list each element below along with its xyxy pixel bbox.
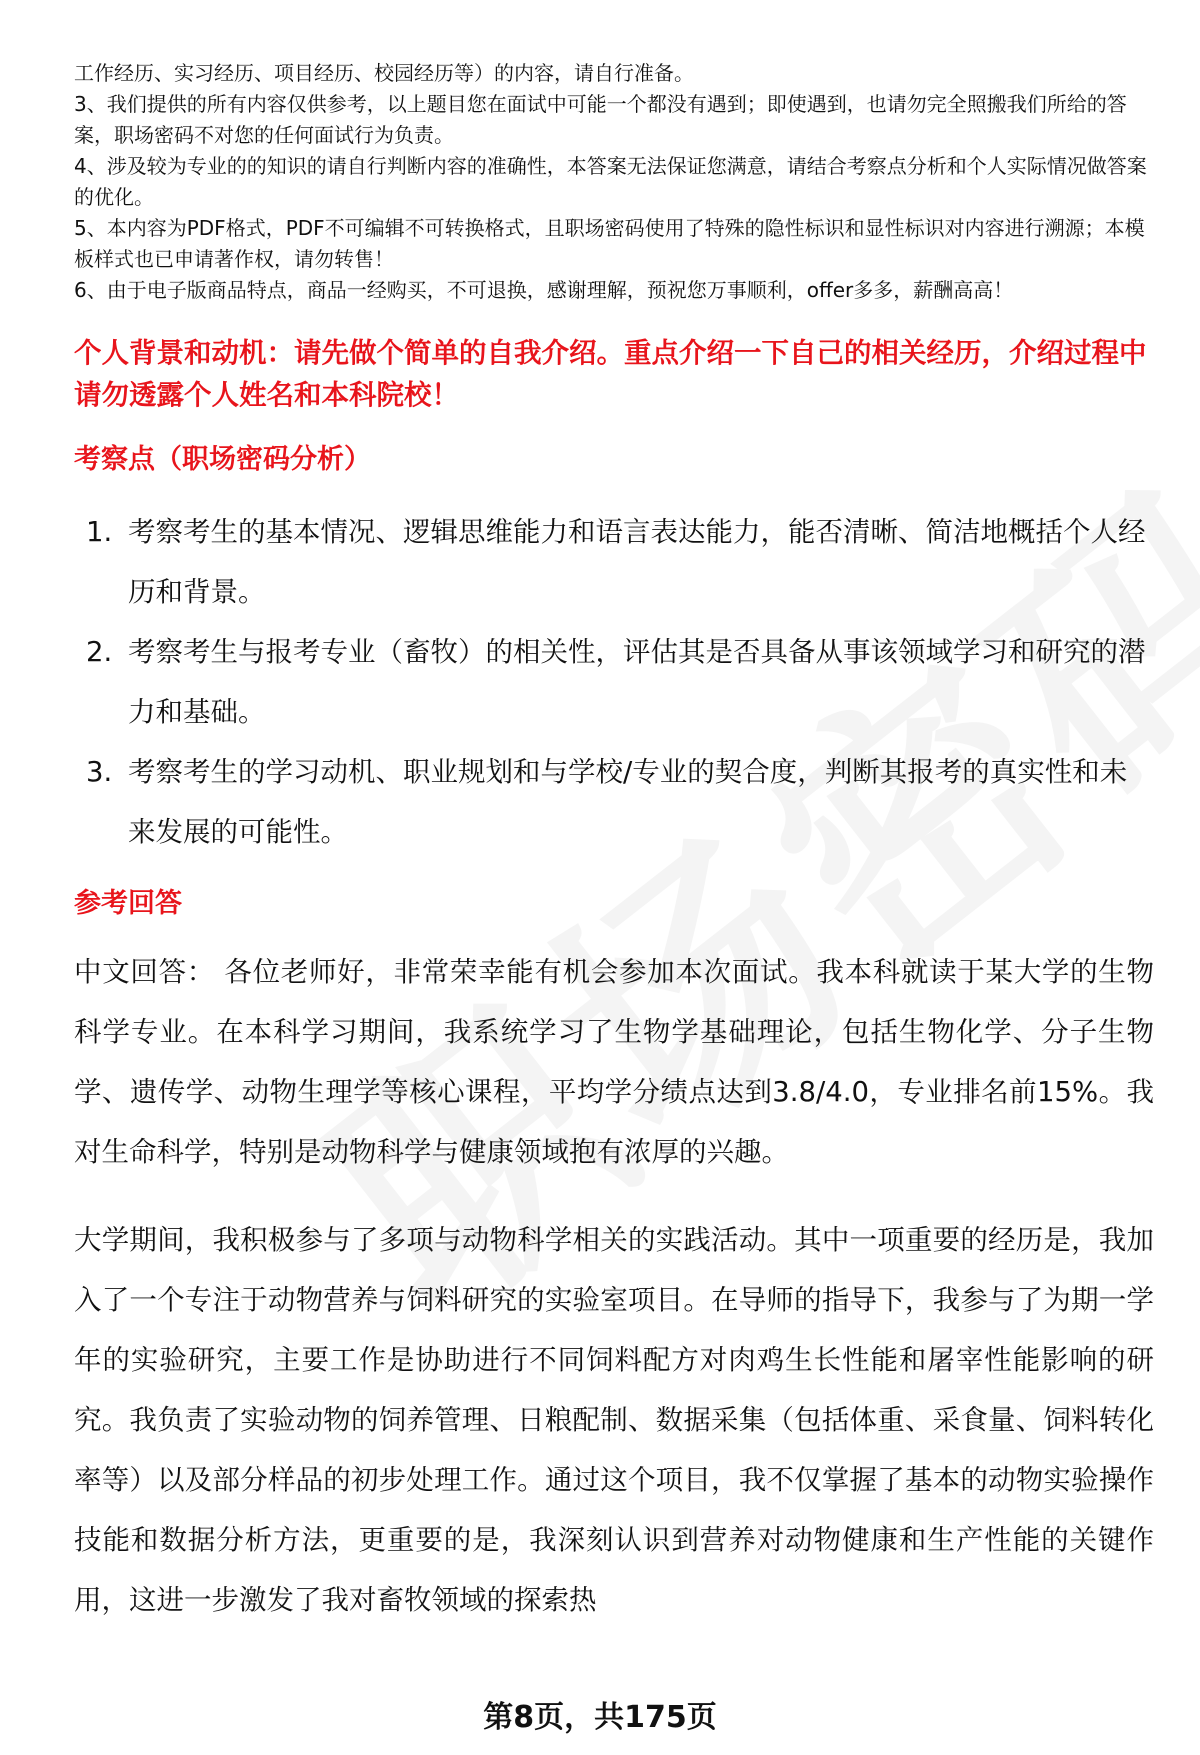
note-line: 3、我们提供的所有内容仅供参考，以上题目您在面试中可能一个都没有遇到；即使遇到，也请勿完全照搬我们所给的答案，职场密码不对您的任何面试行为负责。: [74, 92, 1127, 147]
analysis-point: [74, 622, 1154, 742]
answer-paragraph: 大学期间，我积极参与了多项与动物科学相关的实践活动。其中一项重要的经历是，我加入了一个专注于动物营养与饲料研究的实验室项目。在导师的指导下，我参与了为期一学年的实验研究，主要工作是协助进行不同饲料配方对肉鸡生长性能和屠宰性能影响的研究。我负责了实验动物的饲养管理、日粮配制、数据采集（包括体重、采食量、饲料转化率等）以及部分样品的初步处理工作。通过这个项目，我不仅掌握了基本的动物实验操作技能和数据分析方法，更重要的是，我深刻认识到营养对动物健康和生产性能的关键作用，这进一步激发了我对畜牧领域的探索热: [74, 1224, 1154, 1616]
analysis-points: [74, 502, 1154, 862]
point-number: 3.: [86, 756, 113, 788]
analysis-point: [74, 742, 1154, 862]
page-content: [74, 58, 1154, 1630]
question-title: 个人背景和动机：请先做个简单的自我介绍。重点介绍一下自己的相关经历，介绍过程中请勿透露个人姓名和本科院校！: [74, 337, 1147, 411]
point-text: 考察考生的基本情况、逻辑思维能力和语言表达能力，能否清晰、简洁地概括个人经历和背景。: [128, 516, 1146, 608]
point-number: 1.: [86, 516, 113, 548]
analysis-heading: 考察点（职场密码分析）: [74, 444, 371, 475]
answer-paragraph: 中文回答： 各位老师好，非常荣幸能有机会参加本次面试。我本科就读于某大学的生物科学专业。在本科学习期间，我系统学习了生物学基础理论，包括生物化学、分子生物学、遗传学、动物生理学等核心课程，平均学分绩点达到3.8/4.0，专业排名前15%。我对生命科学，特别是动物科学与健康领域抱有浓厚的兴趣。: [74, 956, 1154, 1168]
point-text: 考察考生的学习动机、职业规划和与学校/专业的契合度，判断其报考的真实性和未来发展的可能性。: [128, 756, 1128, 848]
page-number: 第8页，共175页: [483, 1700, 717, 1735]
note-line: 4、涉及较为专业的的知识的请自行判断内容的准确性，本答案无法保证您满意，请结合考察点分析和个人实际情况做答案的优化。: [74, 154, 1147, 209]
point-text: 考察考生与报考专业（畜牧）的相关性，评估其是否具备从事该领域学习和研究的潜力和基础。: [128, 636, 1146, 728]
notes-block: [74, 58, 1154, 306]
analysis-point: [74, 502, 1154, 622]
note-line: 6、由于电子版商品特点，商品一经购买，不可退换，感谢理解，预祝您万事顺利，offer多多，薪酬高高！: [74, 278, 1014, 302]
answer-heading: 参考回答: [74, 888, 182, 919]
note-line: 5、本内容为PDF格式，PDF不可编辑不可转换格式，且职场密码使用了特殊的隐性标识和显性标识对内容进行溯源；本模板样式也已申请著作权，请勿转售！: [74, 216, 1145, 271]
point-number: 2.: [86, 636, 113, 668]
note-line: 工作经历、实习经历、项目经历、校园经历等）的内容，请自行准备。: [74, 61, 694, 85]
